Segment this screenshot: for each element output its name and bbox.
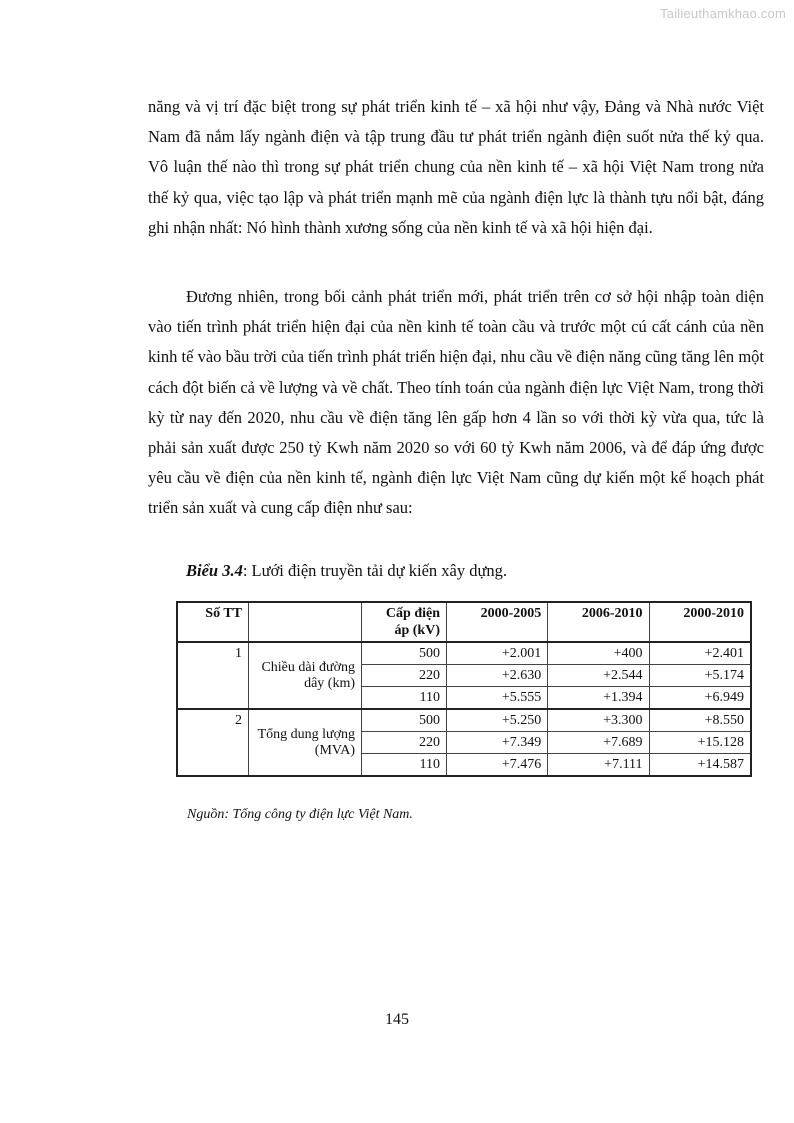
header-voltage: Cấp điện áp (kV) [362, 602, 447, 642]
value-cell: +2.544 [548, 665, 649, 687]
voltage-cell: 500 [362, 709, 447, 732]
value-cell: +5.555 [447, 687, 548, 710]
table-caption [186, 561, 507, 581]
transmission-grid-table [176, 601, 752, 777]
value-cell: +2.630 [447, 665, 548, 687]
voltage-cell: 110 [362, 687, 447, 710]
value-cell: +15.128 [649, 732, 751, 754]
value-cell: +2.001 [447, 642, 548, 665]
header-period-2000-2010: 2000-2010 [649, 602, 751, 642]
value-cell: +8.550 [649, 709, 751, 732]
header-period-2000-2005: 2000-2005 [447, 602, 548, 642]
header-label [249, 602, 362, 642]
voltage-cell: 220 [362, 732, 447, 754]
caption-text: : Lưới điện truyền tải dự kiến xây dựng. [242, 561, 508, 580]
group-label: Chiều dài đường dây (km) [249, 642, 362, 709]
source-note: Nguồn: Tổng công ty điện lực Việt Nam. [187, 807, 413, 822]
value-cell: +400 [548, 642, 649, 665]
header-period-2006-2010: 2006-2010 [548, 602, 649, 642]
table-row [177, 642, 751, 665]
value-cell: +5.250 [447, 709, 548, 732]
value-cell: +7.689 [548, 732, 649, 754]
watermark: Tailieuthamkhao.com [660, 6, 786, 21]
value-cell: +3.300 [548, 709, 649, 732]
table-header-row [177, 602, 751, 642]
voltage-cell: 220 [362, 665, 447, 687]
page-number: 145 [385, 1011, 409, 1028]
body-paragraph-2: Đương nhiên, trong bối cảnh phát triển mới, phát triển trên cơ sở hội nhập toàn diện vào tiến trình phát triển hiện đại của nền kinh tế toàn cầu và trước một cú cất cánh của nền kinh tế vào bầu trời của tiến trình phát triển hiện đại, nhu cầu về điện năng cũng tăng lên một cách đột biến cả về lượng và về chất. Theo tính toán của ngành điện lực Việt Nam, trong thời kỳ từ nay đến 2020, nhu cầu về điện tăng lên gấp hơn 4 lần so với thời kỳ vừa qua, tức là phải sản xuất được 250 tỷ Kwh năm 2020 so với 60 tỷ Kwh năm 2006, và để đáp ứng được yêu cầu về điện của nền kinh tế, ngành điện lực Việt Nam cũng dự kiến một kế hoạch phát triển sản xuất và cung cấp điện như sau: [148, 287, 764, 518]
table-row [177, 709, 751, 732]
group-label: Tổng dung lượng (MVA) [249, 709, 362, 776]
value-cell: +2.401 [649, 642, 751, 665]
group-stt: 2 [177, 709, 249, 776]
value-cell: +5.174 [649, 665, 751, 687]
value-cell: +7.349 [447, 732, 548, 754]
group-stt: 1 [177, 642, 249, 709]
value-cell: +6.949 [649, 687, 751, 710]
voltage-cell: 500 [362, 642, 447, 665]
value-cell: +14.587 [649, 754, 751, 777]
value-cell: +7.111 [548, 754, 649, 777]
header-stt: Số TT [177, 602, 249, 642]
caption-label: Biểu 3.4 [186, 561, 243, 580]
voltage-cell: 110 [362, 754, 447, 777]
body-paragraph-1: năng và vị trí đặc biệt trong sự phát triển kinh tế – xã hội như vậy, Đảng và Nhà nước Việt Nam đã nắm lấy ngành điện và tập trung đầu tư phát triển ngành điện suốt nửa thế kỷ qua. Vô luận thế nào thì trong sự phát triển chung của nền kinh tế – xã hội Việt Nam trong nửa thế kỷ qua, việc tạo lập và phát triển mạnh mẽ của ngành điện lực là thành tựu nổi bật, đáng ghi nhận nhất: Nó hình thành xương sống của nền kinh tế và xã hội hiện đại. [148, 97, 764, 237]
value-cell: +7.476 [447, 754, 548, 777]
value-cell: +1.394 [548, 687, 649, 710]
